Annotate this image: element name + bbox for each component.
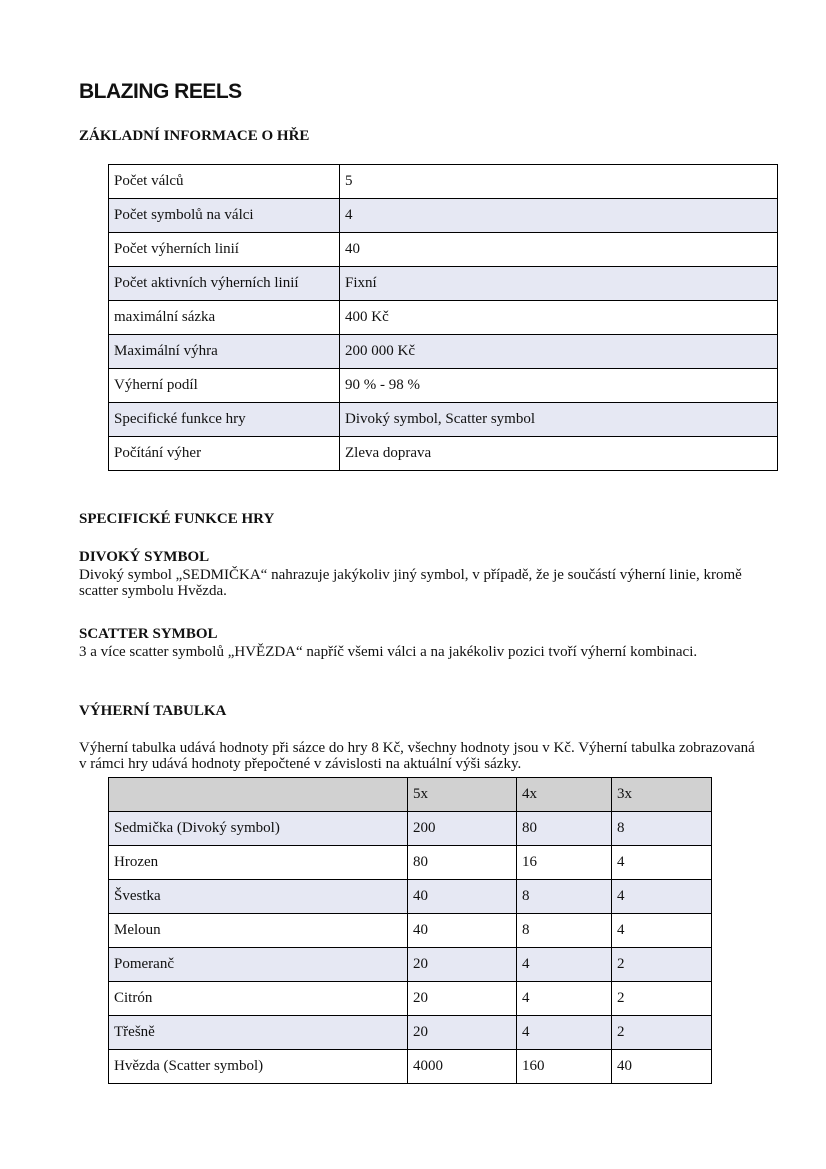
paytable-header-3x: 3x: [612, 778, 712, 812]
info-value: Fixní: [340, 267, 778, 301]
paytable-heading: VÝHERNÍ TABULKA: [79, 703, 227, 719]
paytable-symbol: Hrozen: [109, 846, 408, 880]
paytable-value-5x: 4000: [408, 1050, 517, 1084]
paytable-symbol: Pomeranč: [109, 948, 408, 982]
paytable-value-3x: 4: [612, 914, 712, 948]
paytable-value-4x: 4: [517, 948, 612, 982]
paytable-row: [109, 982, 712, 1016]
paytable-row: [109, 812, 712, 846]
info-label: Počítání výher: [109, 437, 340, 471]
info-row: [109, 369, 778, 403]
info-label: Specifické funkce hry: [109, 403, 340, 437]
paytable-row: [109, 948, 712, 982]
paytable-header-row: [109, 778, 712, 812]
paytable-value-5x: 80: [408, 846, 517, 880]
paytable-row: [109, 1016, 712, 1050]
paytable-value-5x: 40: [408, 914, 517, 948]
features-heading: SPECIFICKÉ FUNKCE HRY: [79, 511, 275, 527]
paytable-value-4x: 8: [517, 914, 612, 948]
info-value: 5: [340, 165, 778, 199]
paytable-value-3x: 2: [612, 1016, 712, 1050]
info-value: 90 % - 98 %: [340, 369, 778, 403]
info-value: 4: [340, 199, 778, 233]
paytable-symbol: Meloun: [109, 914, 408, 948]
paytable-value-4x: 4: [517, 982, 612, 1016]
paytable-row: [109, 880, 712, 914]
page-title: BLAZING REELS: [79, 80, 242, 103]
info-label: Počet symbolů na válci: [109, 199, 340, 233]
paytable-symbol: Hvězda (Scatter symbol): [109, 1050, 408, 1084]
paytable-intro: Výherní tabulka udává hodnoty při sázce do hry 8 Kč, všechny hodnoty jsou v Kč. Výherní tabulka zobrazovaná v rámci hry udává hodnoty přepočtené v závislosti na aktuální výši sázky.: [79, 740, 755, 772]
info-row: [109, 335, 778, 369]
paytable-symbol: Citrón: [109, 982, 408, 1016]
scatter-symbol-text: 3 a více scatter symbolů „HVĚZDA“ napříč všemi válci a na jakékoliv pozici tvoří výherní kombinaci.: [79, 644, 698, 660]
info-row: [109, 233, 778, 267]
paytable-value-4x: 80: [517, 812, 612, 846]
paytable-row: [109, 846, 712, 880]
info-value: 200 000 Kč: [340, 335, 778, 369]
wild-symbol-text: Divoký symbol „SEDMIČKA“ nahrazuje jakýkoliv jiný symbol, v případě, že je součástí výherní linie, kromě scatter symbolu Hvězda.: [79, 567, 742, 599]
paytable-value-3x: 2: [612, 982, 712, 1016]
paytable-value-5x: 200: [408, 812, 517, 846]
paytable-value-5x: 40: [408, 880, 517, 914]
info-row: [109, 267, 778, 301]
info-row: [109, 165, 778, 199]
info-label: Maximální výhra: [109, 335, 340, 369]
paytable: [108, 777, 712, 1084]
info-label: Počet aktivních výherních linií: [109, 267, 340, 301]
info-row: [109, 199, 778, 233]
paytable-value-3x: 40: [612, 1050, 712, 1084]
info-label: Počet výherních linií: [109, 233, 340, 267]
info-value: Divoký symbol, Scatter symbol: [340, 403, 778, 437]
paytable-header-4x: 4x: [517, 778, 612, 812]
paytable-value-3x: 2: [612, 948, 712, 982]
paytable-symbol: Švestka: [109, 880, 408, 914]
paytable-row: [109, 914, 712, 948]
basic-info-heading: ZÁKLADNÍ INFORMACE O HŘE: [79, 128, 310, 144]
info-row: [109, 301, 778, 335]
paytable-value-3x: 8: [612, 812, 712, 846]
wild-symbol-heading: DIVOKÝ SYMBOL: [79, 549, 210, 565]
info-label: Počet válců: [109, 165, 340, 199]
info-row: [109, 437, 778, 471]
paytable-symbol: Sedmička (Divoký symbol): [109, 812, 408, 846]
paytable-value-5x: 20: [408, 948, 517, 982]
paytable-value-4x: 16: [517, 846, 612, 880]
info-value: 400 Kč: [340, 301, 778, 335]
paytable-value-5x: 20: [408, 982, 517, 1016]
info-label: maximální sázka: [109, 301, 340, 335]
basic-info-table: [108, 164, 778, 471]
info-label: Výherní podíl: [109, 369, 340, 403]
paytable-value-3x: 4: [612, 846, 712, 880]
info-value: Zleva doprava: [340, 437, 778, 471]
paytable-value-5x: 20: [408, 1016, 517, 1050]
paytable-header-symbol: [109, 778, 408, 812]
paytable-value-4x: 160: [517, 1050, 612, 1084]
paytable-value-4x: 8: [517, 880, 612, 914]
paytable-header-5x: 5x: [408, 778, 517, 812]
info-value: 40: [340, 233, 778, 267]
paytable-row: [109, 1050, 712, 1084]
paytable-value-3x: 4: [612, 880, 712, 914]
paytable-value-4x: 4: [517, 1016, 612, 1050]
paytable-symbol: Třešně: [109, 1016, 408, 1050]
info-row: [109, 403, 778, 437]
scatter-symbol-heading: SCATTER SYMBOL: [79, 626, 218, 642]
